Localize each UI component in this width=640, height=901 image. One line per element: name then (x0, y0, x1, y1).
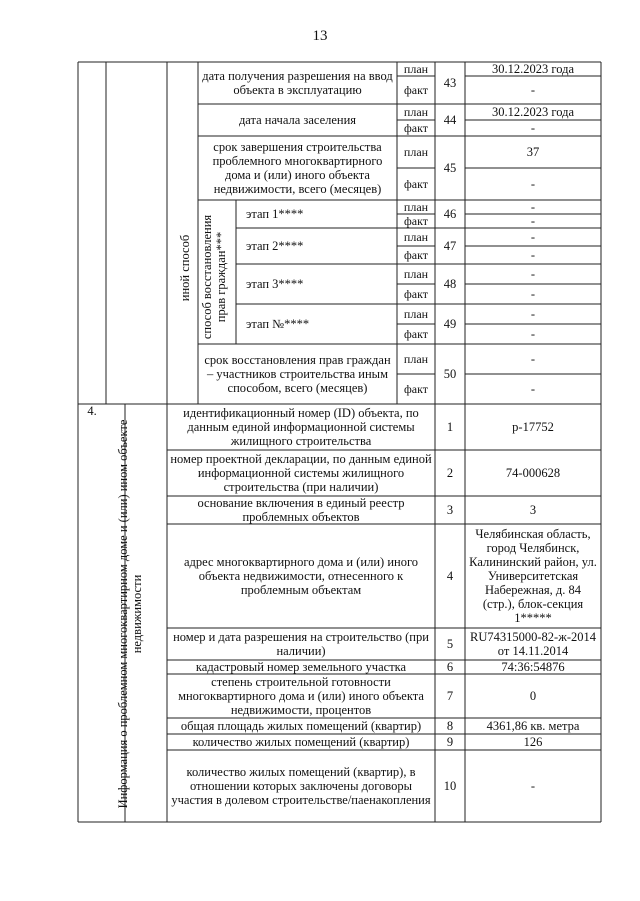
row-45-plan-label: план (403, 145, 429, 159)
s4-row-4-label: адрес многоквартирного дома и (или) иного объекта недвижимости, отнесенного к проблемным объектам (183, 555, 419, 597)
row-50-number: 50 (443, 367, 457, 381)
s4-row-3-label: основание включения в единый реестр проблемных объектов (197, 496, 405, 524)
row-46-plan-label: план (403, 200, 429, 214)
s4-row-1-label: идентификационный номер (ID) объекта, по данным единой информационной системы жилищного строительства (183, 406, 419, 448)
row-49-number: 49 (443, 317, 457, 331)
s4-row-1-value: р-17752 (512, 420, 554, 434)
row-48-number: 48 (443, 277, 457, 291)
s4-row-2-label: номер проектной декларации, по данным единой информационной системы жилищного строительства (при наличии) (170, 452, 432, 494)
s4-row-8-label: общая площадь жилых помещений (квартир) (180, 719, 422, 733)
s4-row-3-value: 3 (529, 503, 537, 517)
row-50-plan-label: план (403, 352, 429, 366)
row-43-label: дата получения разрешения на ввод объекта в эксплуатацию (202, 69, 393, 97)
row-49-fact-label: факт (403, 327, 429, 341)
row-49-fact-value: - (530, 327, 536, 341)
section-4-number: 4. (87, 404, 97, 418)
s4-row-7-label: степень строительной готовности многоквартирного дома и (или) иного объекта недвижимости, процентов (178, 675, 424, 717)
row-49-plan-value: - (530, 307, 536, 321)
row-45-label: срок завершения строительства проблемного многоквартирного дома и (или) иного объекта недвижимости, всего (месяцев) (212, 140, 383, 196)
row-48-fact-value: - (530, 287, 536, 301)
s4-row-2-value: 74-000628 (505, 466, 561, 480)
row-44-plan-label: план (403, 105, 429, 119)
row-48-plan-label: план (403, 267, 429, 281)
s4-row-8-number: 8 (446, 719, 454, 733)
row-50-plan-value: - (530, 352, 536, 366)
row-44-plan-value: 30.12.2023 года (492, 105, 574, 119)
row-47-label: этап 2**** (246, 239, 304, 253)
row-50-fact-value: - (530, 382, 536, 396)
row-43-fact-label: факт (403, 83, 429, 97)
row-44-number: 44 (443, 113, 457, 127)
row-43-plan-label: план (403, 62, 429, 76)
s4-row-7-number: 7 (446, 689, 454, 703)
s4-row-2-number: 2 (446, 466, 454, 480)
row-46-fact-label: факт (403, 214, 429, 228)
row-46-label: этап 1**** (246, 207, 304, 221)
row-44-fact-value: - (530, 121, 536, 135)
s4-row-4-number: 4 (446, 569, 454, 583)
s4-row-4-value: Челябинская область, город Челябинск, Калининский район, ул. Университетская Набережная, д. 84 (стр.), блок-секция 1***** (469, 527, 597, 625)
s4-row-6-number: 6 (446, 660, 454, 674)
row-44-fact-label: факт (403, 121, 429, 135)
s4-row-6-value: 74:36:54876 (501, 660, 565, 674)
row-46-fact-value: - (530, 214, 536, 228)
row-43-fact-value: - (530, 83, 536, 97)
s4-row-5-label: номер и дата разрешения на строительство (при наличии) (173, 630, 429, 658)
row-49-plan-label: план (403, 307, 429, 321)
row-47-fact-value: - (530, 248, 536, 262)
s4-row-3-number: 3 (446, 503, 454, 517)
row-49-label: этап №**** (246, 317, 310, 331)
s4-row-9-number: 9 (446, 735, 454, 749)
row-43-number: 43 (443, 76, 457, 90)
row-48-fact-label: факт (403, 287, 429, 301)
row-48-label: этап 3**** (246, 277, 304, 291)
row-47-fact-label: факт (403, 248, 429, 262)
page-number: 13 (312, 28, 328, 44)
row-44-label: дата начала заселения (238, 113, 357, 127)
row-47-plan-label: план (403, 230, 429, 244)
row-46-number: 46 (443, 207, 457, 221)
s4-row-7-value: 0 (529, 689, 537, 703)
row-46-plan-value: - (530, 200, 536, 214)
s4-row-10-label: количество жилых помещений (квартир), в отношении которых заключены договоры участия в долевом строительстве/паенакопления (171, 765, 431, 807)
row-47-number: 47 (443, 239, 457, 253)
row-48-plan-value: - (530, 267, 536, 281)
subgroup-label-rights-restoration: способ восстановления прав граждан*** (200, 214, 228, 340)
group-label-other-method: иной способ (178, 234, 192, 302)
s4-row-8-value: 4361,86 кв. метра (486, 719, 580, 733)
row-45-plan-value: 37 (526, 145, 540, 159)
s4-row-10-value: - (530, 779, 536, 793)
s4-row-6-label: кадастровый номер земельного участка (195, 660, 407, 674)
row-43-plan-value: 30.12.2023 года (492, 62, 574, 76)
row-45-fact-label: факт (403, 177, 429, 191)
s4-row-9-label: количество жилых помещений (квартир) (192, 735, 410, 749)
row-50-fact-label: факт (403, 382, 429, 396)
s4-row-5-value: RU74315000-82-ж-2014 от 14.11.2014 (470, 630, 596, 658)
section-4-title: Информация о проблемном многоквартирном доме и (или) ином объекте недвижимости (116, 419, 144, 809)
s4-row-5-number: 5 (446, 637, 454, 651)
s4-row-1-number: 1 (446, 420, 454, 434)
row-45-fact-value: - (530, 177, 536, 191)
row-47-plan-value: - (530, 230, 536, 244)
s4-row-9-value: 126 (523, 735, 543, 749)
s4-row-10-number: 10 (443, 779, 457, 793)
row-45-number: 45 (443, 161, 457, 175)
row-50-label: срок восстановления прав граждан – участников строительства иным способом, всего (месяцев) (204, 353, 391, 395)
